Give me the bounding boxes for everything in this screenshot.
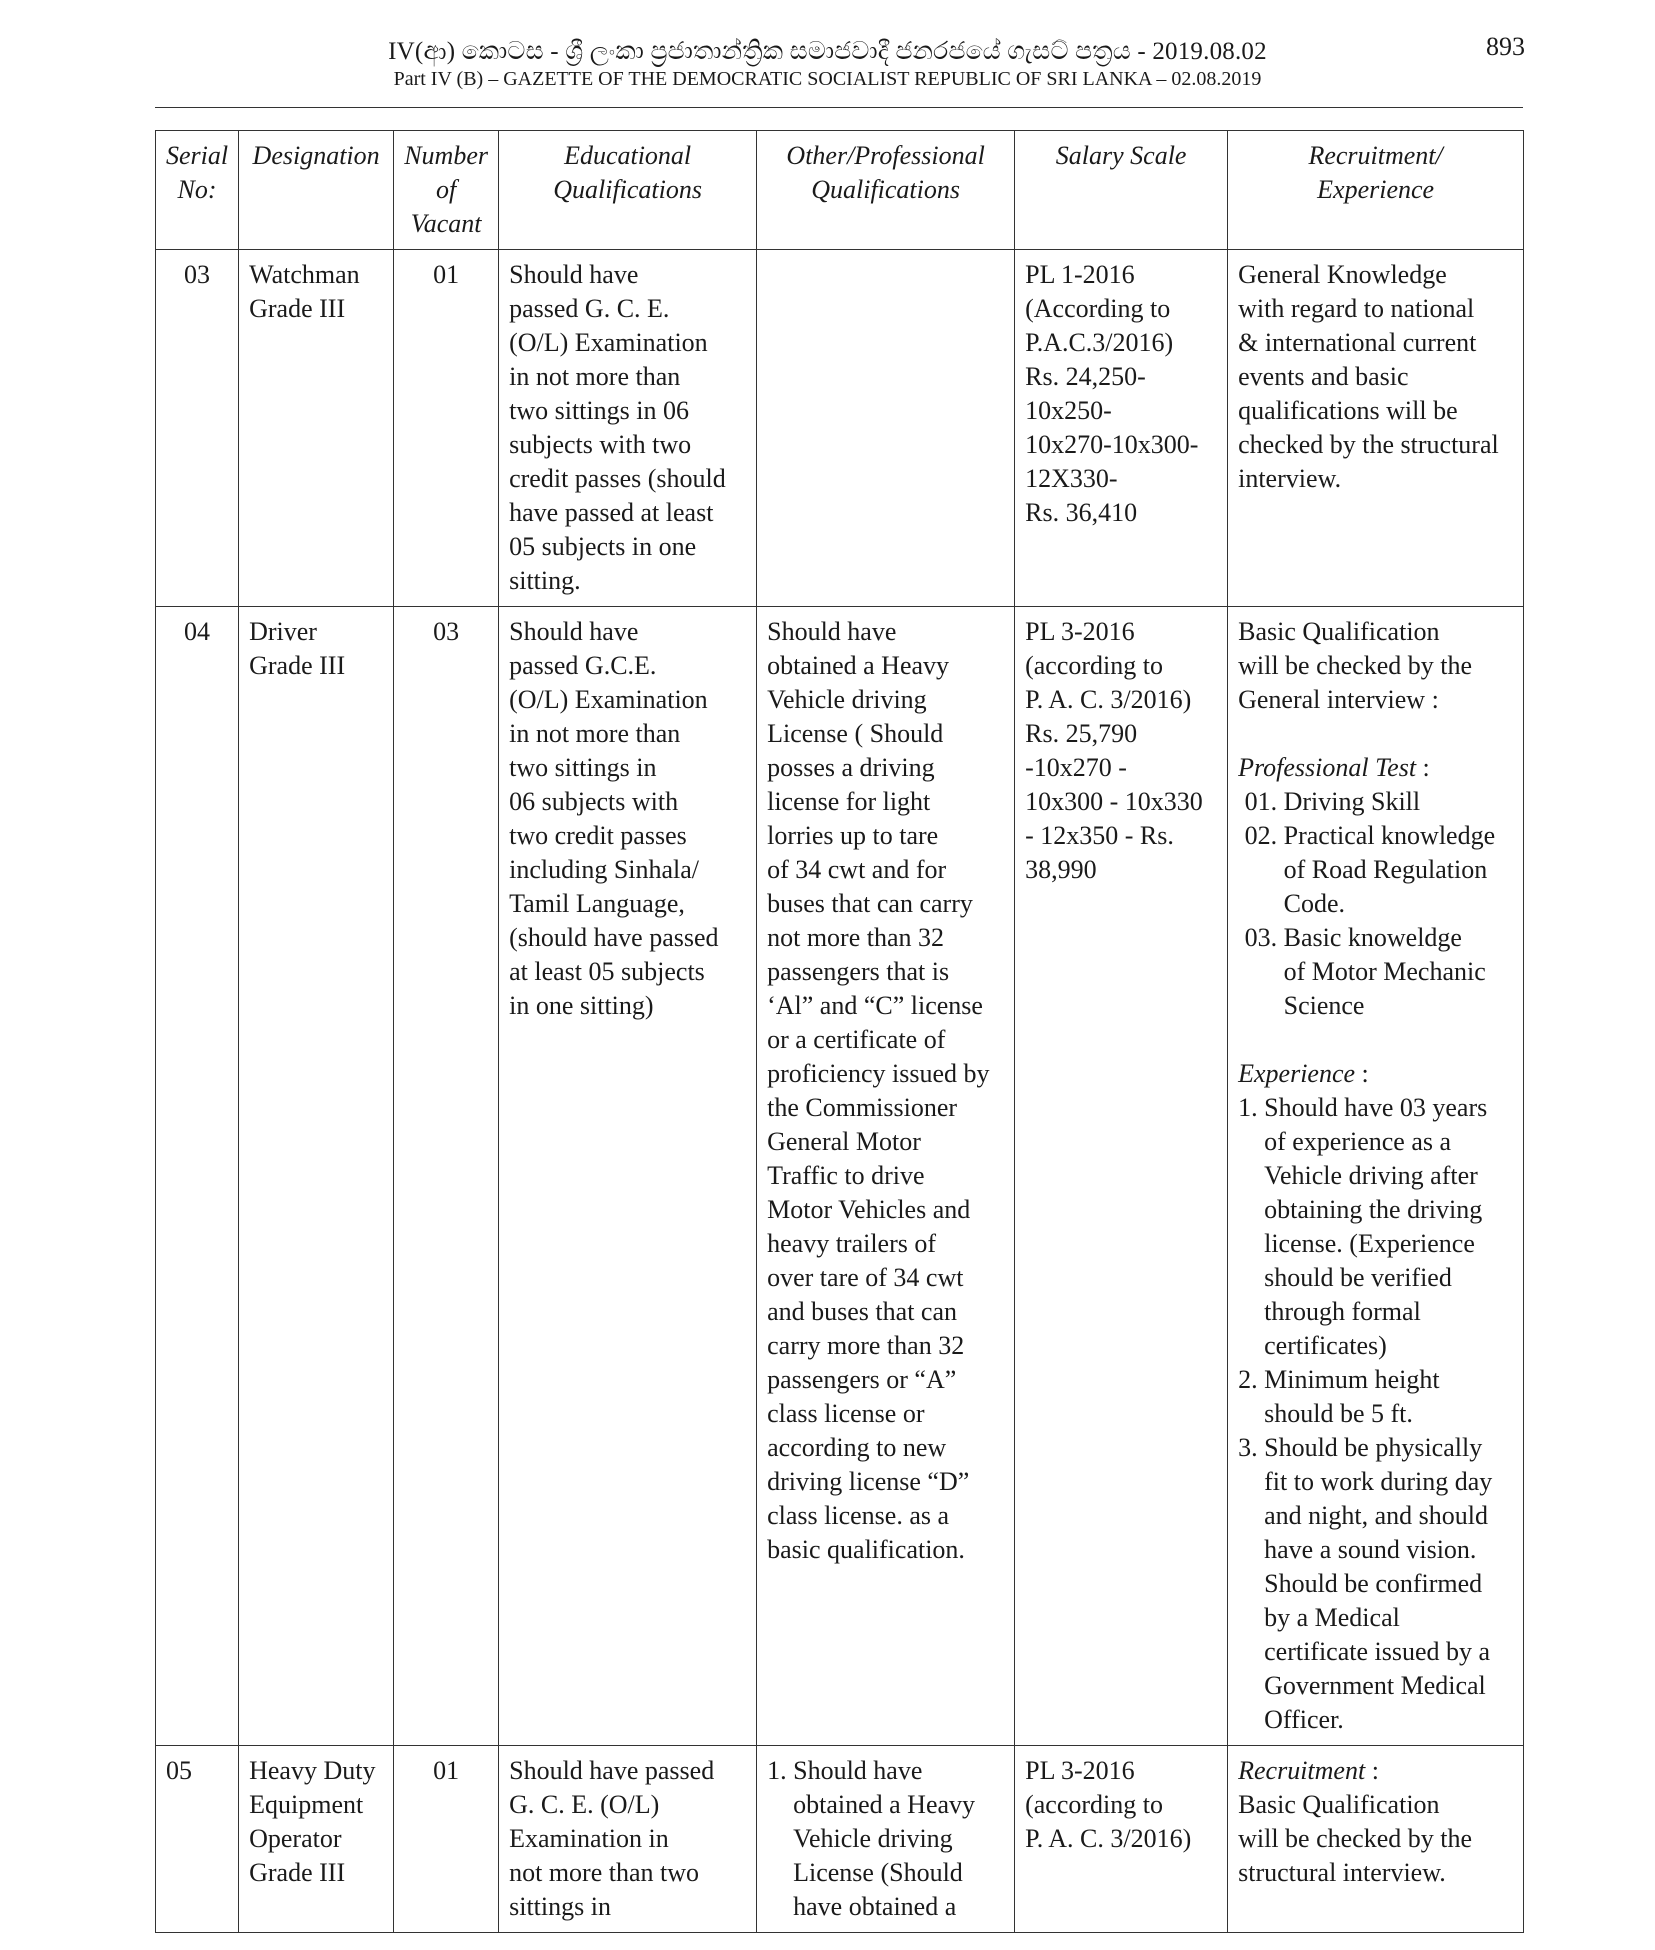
list-number: 03. (1238, 923, 1284, 952)
educational-cell: Should have passed G. C. E. (O/L) Examination in not more than two sittings in (499, 1746, 757, 1933)
list-number: 02. (1238, 821, 1284, 850)
experience-label: Experience (1238, 1059, 1356, 1088)
salary-cell: PL 1-2016 (According to P.A.C.3/2016) Rs. 24,250- 10x250- 10x270-10x300- 12X330- Rs. 36,410 (1015, 250, 1228, 607)
serial-cell: 03 (156, 250, 239, 607)
list-number: 1. (767, 1756, 794, 1785)
spacer (1238, 1023, 1513, 1057)
serial-cell: 05 (156, 1746, 239, 1933)
list-item (1238, 1091, 1513, 1363)
experience-heading (1238, 1057, 1513, 1091)
table-header-row (156, 131, 1524, 250)
column-header-salary: Salary Scale (1015, 131, 1228, 250)
designation-cell: Driver Grade III (239, 607, 394, 1746)
recruitment-label: Recruitment (1238, 1756, 1366, 1785)
designation-cell: Heavy Duty Equipment Operator Grade III (239, 1746, 394, 1933)
list-text: Should have obtained a Heavy Vehicle driving License (Should have obtained a (793, 1756, 976, 1921)
list-item (1238, 785, 1513, 819)
column-header-professional: Other/Professional Qualifications (757, 131, 1015, 250)
professional-cell: Should have obtained a Heavy Vehicle driving License ( Should posses a driving license for light lorries up to tare of 34 cwt and for buses that can carry not more than 32 passengers that is ‘Al” and “C” license or a certificate of proficiency issued by the Commissioner General Motor Traffic to drive Motor Vehicles and heavy trailers of over tare of 34 cwt and buses that can carry more than 32 passengers or “A” class license or according to new driving license “D” class license. as a basic qualification. (757, 607, 1015, 1746)
sinhala-title: IV(ආ) කොටස - ශ්‍රී ලංකා ප්‍රජාතාන්ත්‍රික සමාජවාදී ජනරජයේ ගැසට් පත්‍රය - 2019.08.02 (388, 38, 1267, 65)
vacant-cell: 03 (394, 607, 499, 1746)
list-item (1238, 819, 1513, 921)
column-header-educational: Educational Qualifications (499, 131, 757, 250)
professional-cell (757, 250, 1015, 607)
list-item (767, 1754, 1004, 1924)
experience-list (1238, 1091, 1513, 1737)
professional-cell (757, 1746, 1015, 1933)
list-text: Driving Skill (1283, 787, 1421, 816)
list-number: 1. (1238, 1093, 1265, 1122)
column-header-serial: Serial No: (156, 131, 239, 250)
list-item (1238, 921, 1513, 1023)
spacer (1238, 717, 1513, 751)
recruitment-cell (1228, 607, 1524, 1746)
vacancy-table-container (155, 130, 1524, 1933)
list-number: 01. (1238, 787, 1284, 816)
list-number: 2. (1238, 1365, 1265, 1394)
serial-cell: 04 (156, 607, 239, 1746)
designation-cell: Watchman Grade III (239, 250, 394, 607)
column-header-designation: Designation (239, 131, 394, 250)
list-text: Minimum height should be 5 ft. (1264, 1365, 1440, 1428)
table-row (156, 1746, 1524, 1933)
table-row (156, 607, 1524, 1746)
vacant-cell: 01 (394, 1746, 499, 1933)
column-header-recruitment: Recruitment/ Experience (1228, 131, 1524, 250)
list-text: Should have 03 years of experience as a Vehicle driving after obtaining the driving license. (Experience should be verified through formal certificates) (1264, 1093, 1488, 1360)
professional-test-label: Professional Test (1238, 753, 1417, 782)
list-text: Practical knowledge of Road Regulation Code. (1283, 821, 1496, 918)
educational-cell: Should have passed G.C.E. (O/L) Examination in not more than two sittings in 06 subjects with two credit passes including Sinhala/ Tamil Language, (should have passed at least 05 subjects in one sitting) (499, 607, 757, 1746)
column-header-vacant: Number of Vacant (394, 131, 499, 250)
professional-test-heading (1238, 751, 1513, 785)
salary-cell: PL 3-2016 (according to P. A. C. 3/2016) (1015, 1746, 1228, 1933)
table-row (156, 250, 1524, 607)
experience-colon: : (1355, 1059, 1369, 1088)
list-number: 3. (1238, 1433, 1265, 1462)
english-title: Part IV (B) – GAZETTE OF THE DEMOCRATIC SOCIALIST REPUBLIC OF SRI LANKA – 02.08.2019 (393, 68, 1262, 90)
gazette-header (0, 0, 1655, 110)
salary-cell: PL 3-2016 (according to P. A. C. 3/2016) Rs. 25,790 -10x270 - 10x300 - 10x330 - 12x350 - Rs. 38,990 (1015, 607, 1228, 1746)
recruitment-cell (1228, 1746, 1524, 1933)
page-number: 893 (1486, 32, 1525, 61)
recruitment-heading (1238, 1754, 1513, 1788)
professional-test-colon: : (1416, 753, 1430, 782)
recruitment-text: Basic Qualification will be checked by the structural interview. (1238, 1790, 1473, 1887)
list-text: Should be physically fit to work during day and night, and should have a sound vision. Should be confirmed by a Medical certificate issued by a Government Medical Officer. (1264, 1433, 1493, 1734)
header-divider (155, 107, 1523, 108)
vacant-cell: 01 (394, 250, 499, 607)
educational-cell: Should have passed G. C. E. (O/L) Examination in not more than two sittings in 06 subjects with two credit passes (should have passed at least 05 subjects in one sitting. (499, 250, 757, 607)
list-item (1238, 1363, 1513, 1431)
recruitment-cell: General Knowledge with regard to national & international current events and basic qualifications will be checked by the structural interview. (1228, 250, 1524, 607)
list-text: Basic knoweldge of Motor Mechanic Science (1283, 923, 1486, 1020)
professional-test-list (1238, 785, 1513, 1023)
list-item (1238, 1431, 1513, 1737)
recruitment-colon: : (1365, 1756, 1379, 1785)
vacancy-table (155, 130, 1524, 1933)
recruitment-intro: Basic Qualification will be checked by the General interview : (1238, 617, 1473, 714)
